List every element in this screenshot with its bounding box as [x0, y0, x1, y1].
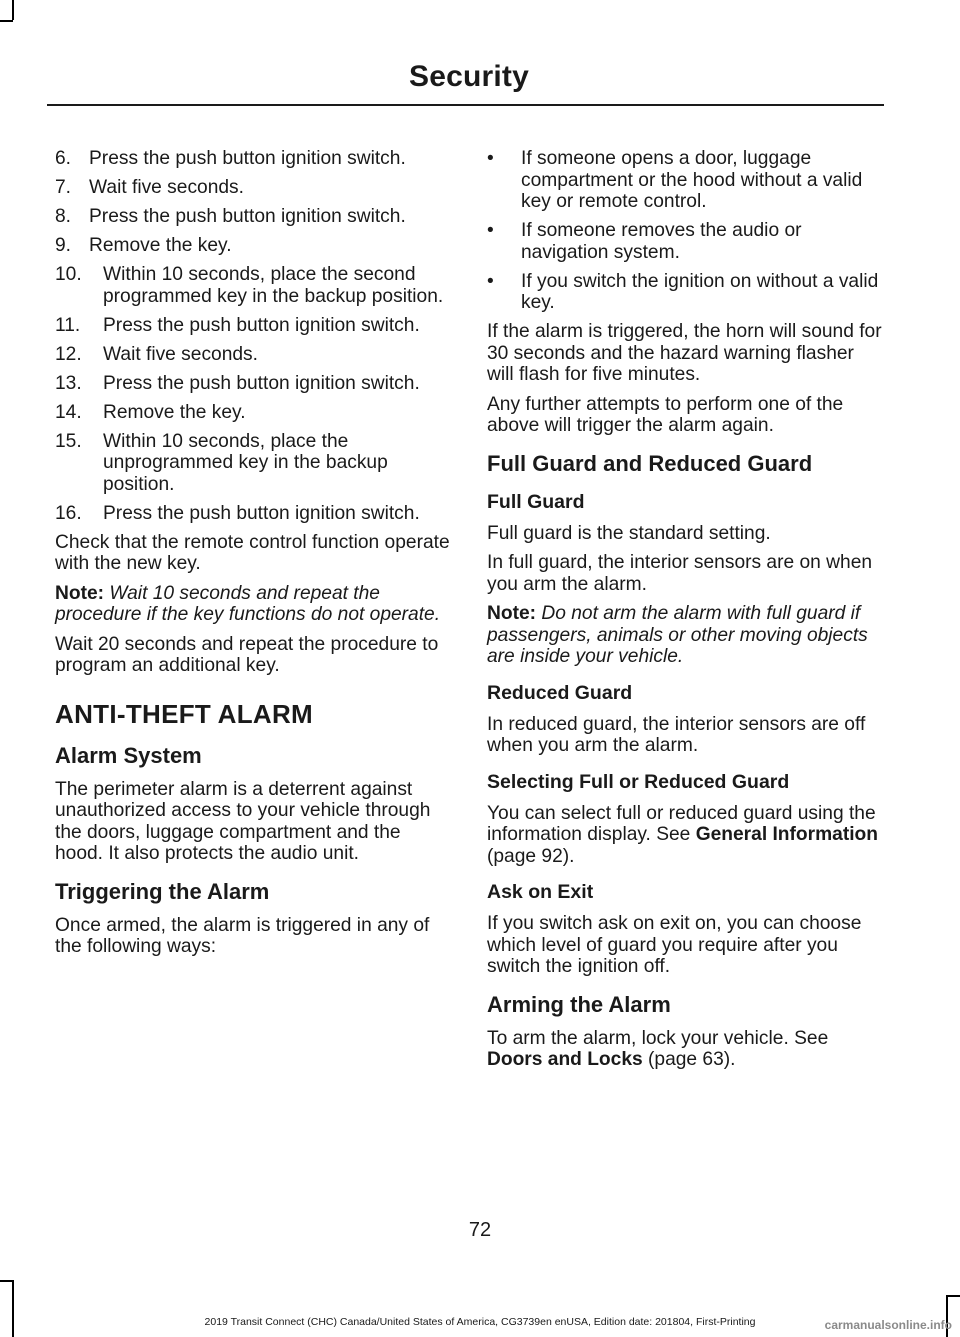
- list-item: [55, 264, 450, 307]
- heading-full-guard: Full Guard: [487, 490, 585, 513]
- general-information-link[interactable]: General Information: [695, 824, 878, 845]
- step-text: Within 10 seconds, place the unprogrammed key in the backup position.: [103, 430, 388, 495]
- crop-mark-bottom-left-vertical: [12, 1280, 14, 1337]
- step-text: Press the push button ignition switch.: [103, 502, 420, 524]
- step-number: 14.: [55, 401, 82, 423]
- note-label: Note:: [55, 582, 105, 604]
- ask-exit-paragraph: If you switch ask on exit on, you can choose which level of guard you require after you switch the ignition off.: [487, 913, 862, 977]
- list-item: [487, 220, 882, 263]
- list-item: [55, 235, 450, 257]
- heading-alarm-system: Alarm System: [55, 742, 202, 768]
- crop-mark-top-left-horizontal: [0, 20, 13, 22]
- full-guard-paragraph-2: In full guard, the interior sensors are on when you arm the alarm.: [487, 552, 873, 595]
- list-item: [487, 271, 882, 314]
- step-number: 6.: [55, 148, 72, 169]
- step-text: Remove the key.: [103, 401, 246, 423]
- arming-page-ref: (page 63).: [642, 1049, 736, 1070]
- list-item: [55, 431, 450, 496]
- heading-triggering-the-alarm: Triggering the Alarm: [55, 878, 270, 904]
- note: [487, 603, 882, 668]
- step-text: Press the push button ignition switch.: [103, 314, 420, 336]
- step-number: 7.: [55, 177, 72, 198]
- step-text: Wait five seconds.: [89, 177, 244, 198]
- note-label: Note:: [487, 603, 537, 624]
- crop-mark-bottom-right-horizontal: [946, 1295, 960, 1297]
- heading-arming-the-alarm: Arming the Alarm: [487, 991, 671, 1017]
- heading-selecting-guard: Selecting Full or Reduced Guard: [487, 770, 790, 793]
- further-attempts-paragraph: Any further attempts to perform one of the above will trigger the alarm again.: [487, 393, 844, 436]
- step-text: Within 10 seconds, place the second programmed key in the backup position.: [103, 264, 444, 307]
- list-item: [55, 344, 450, 366]
- note-text: Do not arm the alarm with full guard if passengers, animals or other moving objects are inside your vehicle.: [487, 603, 868, 667]
- triggering-paragraph: Once armed, the alarm is triggered in any of the following ways:: [55, 914, 430, 957]
- doors-and-locks-link[interactable]: Doors and Locks: [487, 1049, 643, 1070]
- bullet-icon: •: [487, 220, 494, 241]
- bullet-icon: •: [487, 148, 494, 169]
- step-number: 11.: [55, 314, 81, 336]
- list-item: [55, 148, 450, 170]
- step-number: 15.: [55, 430, 82, 452]
- list-item: [55, 177, 450, 199]
- list-item: [55, 402, 450, 424]
- note: [55, 583, 450, 626]
- list-item: [55, 315, 450, 337]
- watermark: carmanualsonline.info: [824, 1318, 952, 1332]
- crop-mark-top-left-vertical: [12, 0, 14, 20]
- section-heading-anti-theft-alarm: ANTI-THEFT ALARM: [55, 698, 314, 729]
- page-number: 72: [468, 1219, 492, 1241]
- step-text: Press the push button ignition switch.: [89, 148, 406, 169]
- heading-reduced-guard: Reduced Guard: [487, 681, 633, 704]
- step-number: 10.: [55, 264, 82, 285]
- step-number: 13.: [55, 372, 82, 394]
- step-text: Remove the key.: [89, 235, 232, 256]
- right-column: [487, 148, 882, 1079]
- step-text: Press the push button ignition switch.: [89, 206, 406, 227]
- arming-paragraph: [487, 1028, 882, 1071]
- note-text: Wait 10 seconds and repeat the procedure if the key functions do not operate.: [55, 582, 441, 625]
- arming-text: To arm the alarm, lock your vehicle. See: [487, 1027, 829, 1049]
- bullet-text: If someone removes the audio or navigation system.: [521, 220, 802, 263]
- step-number: 12.: [55, 343, 82, 365]
- reduced-guard-paragraph: In reduced guard, the interior sensors are off when you arm the alarm.: [487, 713, 866, 756]
- list-item: [487, 148, 882, 213]
- selecting-page-ref: (page 92).: [487, 845, 575, 867]
- step-text: Wait five seconds.: [103, 343, 258, 365]
- step-number: 16.: [55, 502, 82, 524]
- alarm-triggered-paragraph: If the alarm is triggered, the horn will sound for 30 seconds and the hazard warning flasher will flash for five minutes.: [487, 321, 882, 385]
- crop-mark-bottom-left-horizontal: [0, 1280, 13, 1282]
- bullet-icon: •: [487, 270, 494, 292]
- step-number: 8.: [55, 206, 72, 227]
- page-title: Security: [409, 60, 529, 93]
- bullet-text: If you switch the ignition on without a valid key.: [521, 270, 879, 313]
- footer-edition-info: 2019 Transit Connect (CHC) Canada/United States of America, CG3739en enUSA, Edition date: 201804, First-Printing: [204, 1316, 756, 1328]
- list-item: [55, 206, 450, 228]
- list-item: [55, 373, 450, 395]
- list-item: [55, 503, 450, 525]
- selecting-paragraph: [487, 803, 882, 868]
- check-paragraph: Check that the remote control function operate with the new key.: [55, 531, 450, 574]
- selecting-text: You can select full or reduced guard using the information display. See: [487, 802, 876, 845]
- heading-full-and-reduced-guard: Full Guard and Reduced Guard: [487, 450, 813, 476]
- step-number: 9.: [55, 235, 72, 256]
- heading-ask-on-exit: Ask on Exit: [487, 881, 594, 903]
- wait-paragraph: Wait 20 seconds and repeat the procedure to program an additional key.: [55, 633, 439, 676]
- full-guard-paragraph-1: Full guard is the standard setting.: [487, 522, 771, 544]
- left-column: [55, 148, 450, 966]
- header-divider: [47, 104, 884, 106]
- alarm-system-paragraph: The perimeter alarm is a deterrent against unauthorized access to your vehicle through the doors, luggage compartment and the hood. It also protects the audio unit.: [55, 778, 431, 864]
- step-text: Press the push button ignition switch.: [103, 372, 420, 394]
- bullet-text: If someone opens a door, luggage compartment or the hood without a valid key or remote control.: [521, 148, 863, 212]
